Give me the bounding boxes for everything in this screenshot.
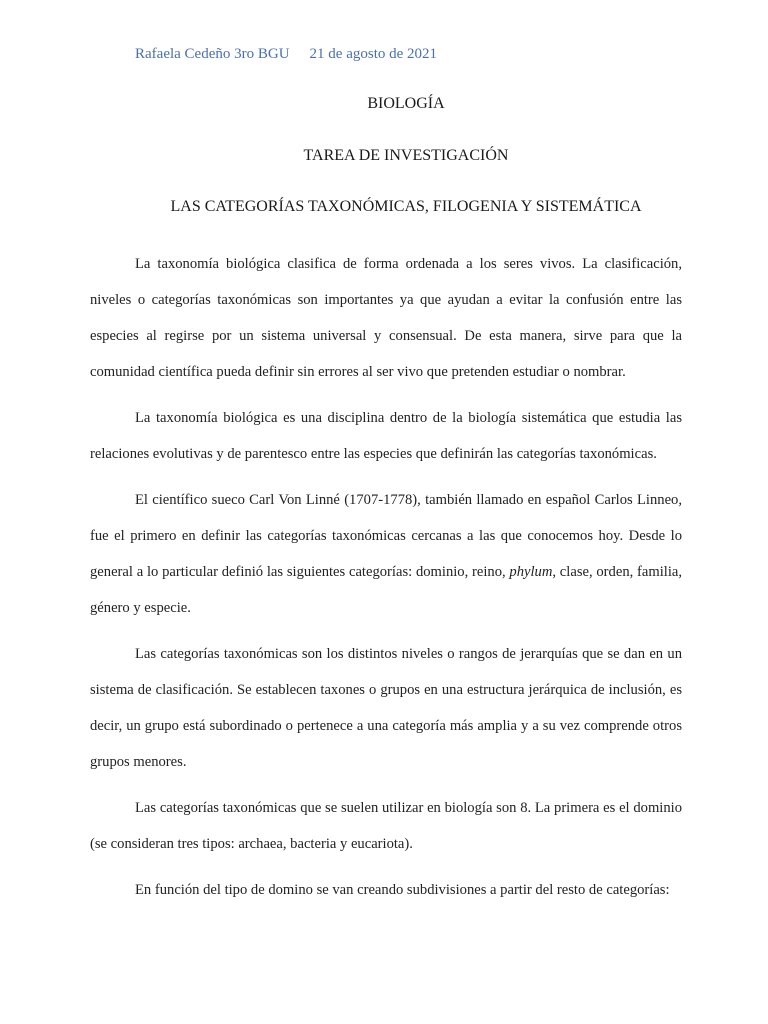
document-body — [90, 246, 682, 918]
paragraph-3-text-b: , clase, orden, familia, género y especie. — [90, 564, 683, 616]
paragraph-1: La taxonomía biológica clasifica de forma ordenada a los seres vivos. La clasificación, niveles o categorías taxonómicas son importantes ya que ayudan a evitar la confusión entre las especies al regirse por un sistema universal y consensual. De esta manera, sirve para que la comunidad científica pueda definir sin errores al ser vivo que pretenden estudiar o nombrar. — [90, 256, 682, 380]
phylum-italic: phylum — [509, 564, 553, 580]
paragraph-3 — [90, 482, 682, 626]
paragraph-5: Las categorías taxonómicas que se suelen utilizar en biología son 8. La primera es el dominio (se consideran tres tipos: archaea, bacteria y eucariota). — [90, 800, 682, 852]
paragraph-6: En función del tipo de domino se van creando subdivisiones a partir del resto de categorías: — [135, 882, 670, 898]
topic-title: LAS CATEGORÍAS TAXONÓMICAS, FILOGENIA Y SISTEMÁTICA — [170, 198, 642, 215]
document-header — [135, 46, 437, 63]
paragraph-3-text-a: El científico sueco Carl Von Linné (1707-1778), también llamado en español Carlos Linneo, fue el primero en definir las categorías taxonómicas cercanas a las que conocemos hoy. Desde lo general a lo particular definió las siguientes categorías: dominio, reino, — [90, 492, 682, 580]
author-line: Rafaela Cedeño 3ro BGU — [135, 46, 290, 62]
date-line: 21 de agosto de 2021 — [309, 46, 438, 62]
paragraph-4: Las categorías taxonómicas son los distintos niveles o rangos de jerarquías que se dan en un sistema de clasificación. Se establecen taxones o grupos en una estructura jerárquica de inclusión, es decir, un grupo está subordinado o pertenece a una categoría más amplia y a su vez comprende otros grupos menores. — [90, 646, 682, 770]
subject-title: BIOLOGÍA — [367, 95, 445, 112]
assignment-title: TAREA DE INVESTIGACIÓN — [303, 147, 509, 164]
paragraph-2: La taxonomía biológica es una disciplina dentro de la biología sistemática que estudia las relaciones evolutivas y de parentesco entre las especies que definirán las categorías taxonómicas. — [90, 410, 682, 462]
